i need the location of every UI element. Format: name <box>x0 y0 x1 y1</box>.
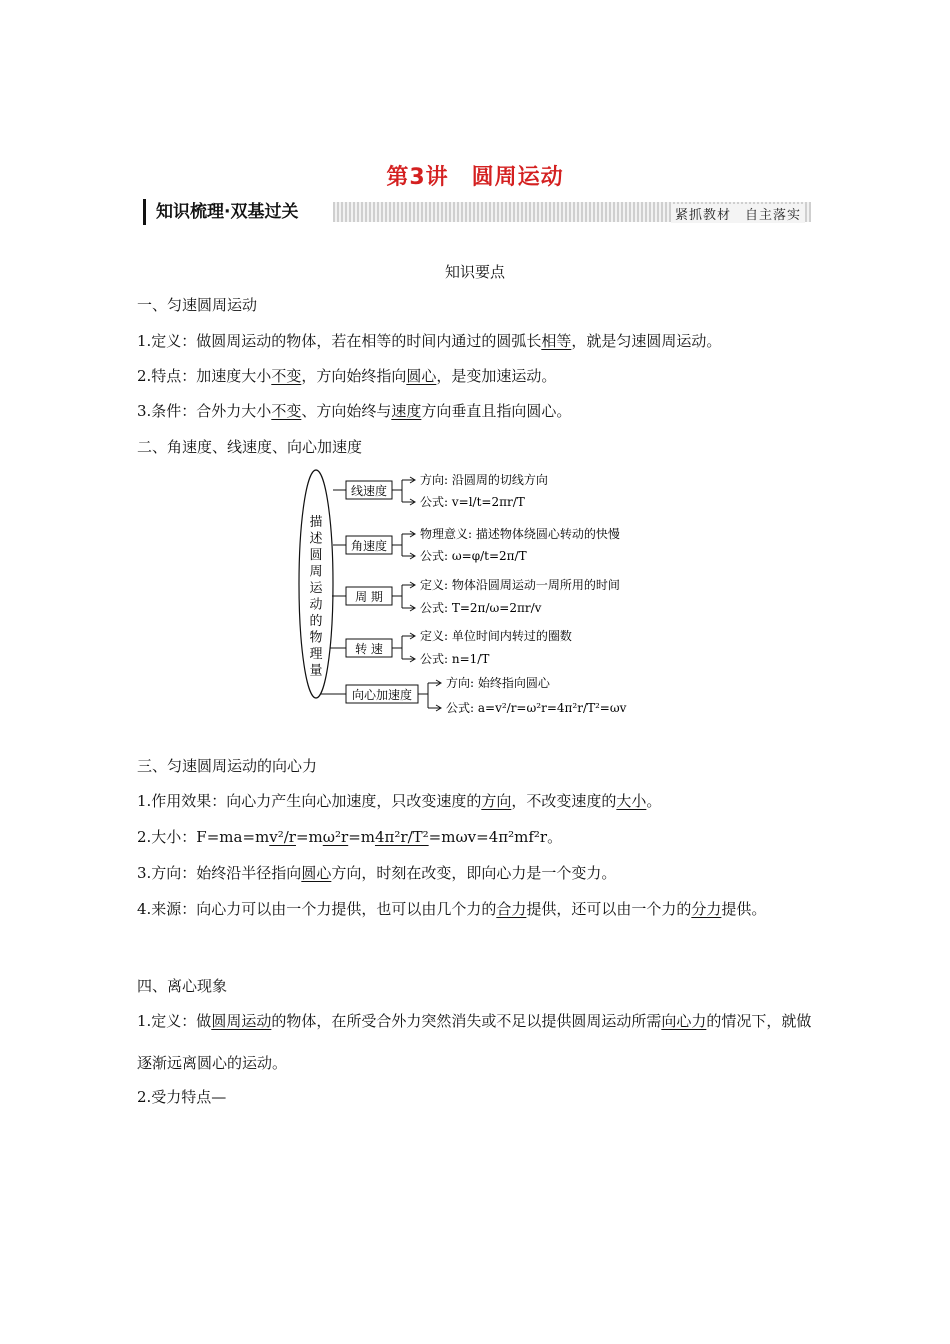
root-label-char: 圆 <box>309 548 323 563</box>
text-angular-line1: 物理意义: 描述物体绕圆心转动的快慢 <box>420 527 620 541</box>
root-label-char: 量 <box>309 663 323 679</box>
s3-heading: 三、匀速圆周运动的向心力 <box>137 757 318 775</box>
text-linear-line1: 方向: 沿圆周的切线方向 <box>420 473 548 487</box>
s1-line-3: 3.条件：合外力大小不变、方向始终与速度方向垂直且指向圆心。 <box>137 402 572 420</box>
bracket-3 <box>392 633 415 662</box>
bracket-2 <box>392 582 415 611</box>
label-centripetal-acceleration: 向心加速度 <box>351 688 413 702</box>
s1-line-1: 1.定义：做圆周运动的物体，若在相等的时间内通过的圆弧长相等，就是匀速圆周运动。 <box>137 332 722 350</box>
s4-line-2: 2.受力特点— <box>137 1088 227 1106</box>
s2-heading: 二、角速度、线速度、向心加速度 <box>137 438 363 456</box>
concept-diagram <box>296 468 656 724</box>
label-angular-velocity: 角速度 <box>350 539 388 553</box>
s3-line-1: 1.作用效果：向心力产生向心加速度，只改变速度的方向，不改变速度的大小。 <box>137 792 662 810</box>
root-label-char: 理 <box>309 647 323 662</box>
banner-left-label: 知识梳理·双基过关 <box>143 199 298 225</box>
text-rotation-line2: 公式: n=1/T <box>420 652 490 666</box>
s3-line-4: 4.来源：向心力可以由一个力提供，也可以由几个力的合力提供，还可以由一个力的分力提供。 <box>137 900 767 918</box>
s1-heading: 一、匀速圆周运动 <box>137 296 258 314</box>
section-heading: 知识要点 <box>444 263 505 281</box>
bracket-0 <box>392 477 415 505</box>
section-banner <box>143 199 811 225</box>
s4-line-1: 1.定义：做圆周运动的物体，在所受合外力突然消失或不足以提供圆周运动所需向心力的情况下，就做逐渐远离圆心的运动。 <box>137 1012 812 1072</box>
bracket-1 <box>392 531 415 559</box>
text-centripetal-line2: 公式: a=v²/r=ω²r=4π²r/T²=ωv <box>446 701 627 715</box>
root-label-char: 周 <box>309 564 323 580</box>
page-title: 第3讲 圆周运动 <box>386 165 564 190</box>
root-label-char: 动 <box>309 597 323 613</box>
text-period-line1: 定义: 物体沿圆周运动一周所用的时间 <box>420 578 620 592</box>
text-centripetal-line1: 方向: 始终指向圆心 <box>446 676 550 690</box>
label-period: 周 期 <box>355 590 383 604</box>
label-linear-velocity: 线速度 <box>350 484 388 498</box>
s1-line-2: 2.特点：加速度大小不变，方向始终指向圆心，是变加速运动。 <box>137 367 557 385</box>
s3-line-2: 2.大小：F=ma=mv²/r=mω²r=m4π²r/T²=mωv=4π²mf²r。 <box>137 828 563 846</box>
text-rotation-line1: 定义: 单位时间内转过的圈数 <box>420 629 572 643</box>
text-angular-line2: 公式: ω=φ/t=2π/T <box>420 549 527 563</box>
s4-heading: 四、离心现象 <box>137 977 228 995</box>
root-label-char: 描 <box>309 515 323 530</box>
root-label-char: 运 <box>309 581 323 596</box>
root-label-char: 物 <box>309 630 323 646</box>
text-period-line2: 公式: T=2π/ω=2πr/v <box>420 601 542 615</box>
root-label <box>309 514 323 679</box>
label-rotation-speed: 转 速 <box>355 642 383 656</box>
banner-right-label: 紧抓教材 自主落实 <box>671 204 805 223</box>
root-label-char: 述 <box>309 531 323 547</box>
text-linear-line2: 公式: v=l/t=2πr/T <box>420 495 525 509</box>
bracket-4 <box>418 680 441 711</box>
root-label-char: 的 <box>309 614 323 629</box>
s3-line-3: 3.方向：始终沿半径指向圆心方向，时刻在改变，即向心力是一个变力。 <box>137 864 617 882</box>
